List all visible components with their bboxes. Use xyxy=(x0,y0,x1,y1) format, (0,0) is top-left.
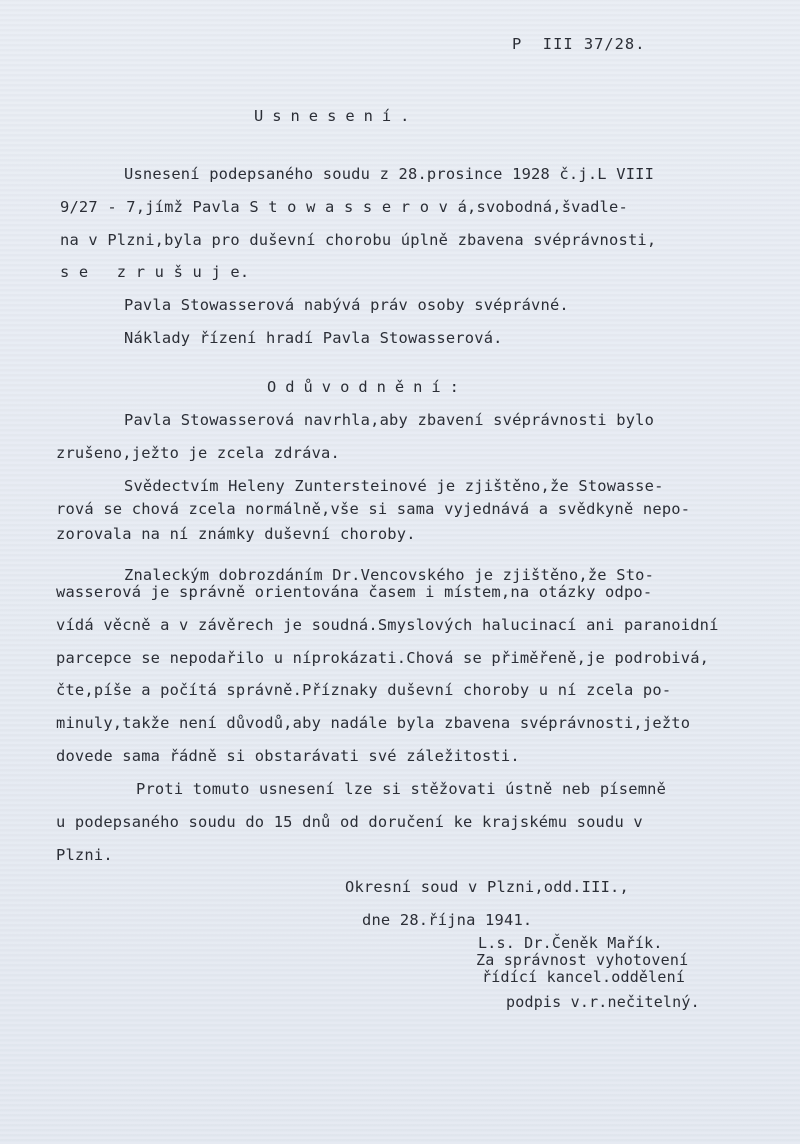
appeal-line: Proti tomuto usnesení lze si stěžovati ústně neb písemně xyxy=(136,780,667,798)
decision-line: Pavla Stowasserová nabývá práv osoby svéprávné. xyxy=(124,296,569,314)
court-name: Okresní soud v Plzni,odd.III., xyxy=(345,878,629,896)
reasoning-line: čte,píše a počítá správně.Příznaky duševní choroby u ní zcela po- xyxy=(56,681,672,699)
decision-line: na v Plzni,byla pro duševní chorobu úplně zbavena svéprávnosti, xyxy=(60,231,657,249)
reasoning-line: Pavla Stowasserová navrhla,aby zbavení svéprávnosti bylo xyxy=(124,411,655,429)
reasoning-heading: Odůvodnění: xyxy=(267,378,468,396)
reasoning-line: zorovala na ní známky duševní choroby. xyxy=(56,525,416,543)
signature-line: podpis v.r.nečitelný. xyxy=(506,993,700,1011)
reasoning-line: Svědectvím Heleny Zuntersteinové je zjištěno,že Stowasse- xyxy=(124,477,664,495)
decision-line: Usnesení podepsaného soudu z 28.prosince 1928 č.j.L VIII xyxy=(124,165,655,183)
case-reference: P III 37/28. xyxy=(512,35,646,53)
reasoning-line: dovede sama řádně si obstarávati své záležitosti. xyxy=(56,747,520,765)
signature-line: řídící kancel.oddělení xyxy=(482,968,686,986)
reasoning-line: minuly,takže není důvodů,aby nadále byla zbavena svéprávnosti,ježto xyxy=(56,714,691,732)
signature-line: Za správnost vyhotovení xyxy=(476,951,689,969)
decision-line: 9/27 - 7,jímž Pavla S t o w a s s e r o v á,svobodná,švadle- xyxy=(60,198,628,216)
document-date: dne 28.října 1941. xyxy=(362,911,533,929)
appeal-line: Plzni. xyxy=(56,846,113,864)
decision-line: Náklady řízení hradí Pavla Stowasserová. xyxy=(124,329,503,347)
signature-line: L.s. Dr.Čeněk Mařík. xyxy=(478,934,663,952)
reasoning-line: zrušeno,ježto je zcela zdráva. xyxy=(56,444,340,462)
reasoning-line: parcepce se nepodařilo u níprokázati.Chová se přiměřeně,je podrobivá, xyxy=(56,649,710,667)
reasoning-line: Znaleckým dobrozdáním Dr.Vencovského je zjištěno,že Sto- xyxy=(124,566,655,584)
reasoning-line: wasserová je správně orientována časem i místem,na otázky odpo- xyxy=(56,583,653,601)
decision-line: s e z r u š u j e. xyxy=(60,263,250,281)
reasoning-line: rová se chová zcela normálně,vše si sama vyjednává a svědkyně nepo- xyxy=(56,500,691,518)
appeal-line: u podepsaného soudu do 15 dnů od doručení ke krajskému soudu v xyxy=(56,813,643,831)
document-title: Usnesení. xyxy=(254,107,419,125)
reasoning-line: vídá věcně a v závěrech je soudná.Smyslových halucinací ani paranoidní xyxy=(56,616,719,634)
